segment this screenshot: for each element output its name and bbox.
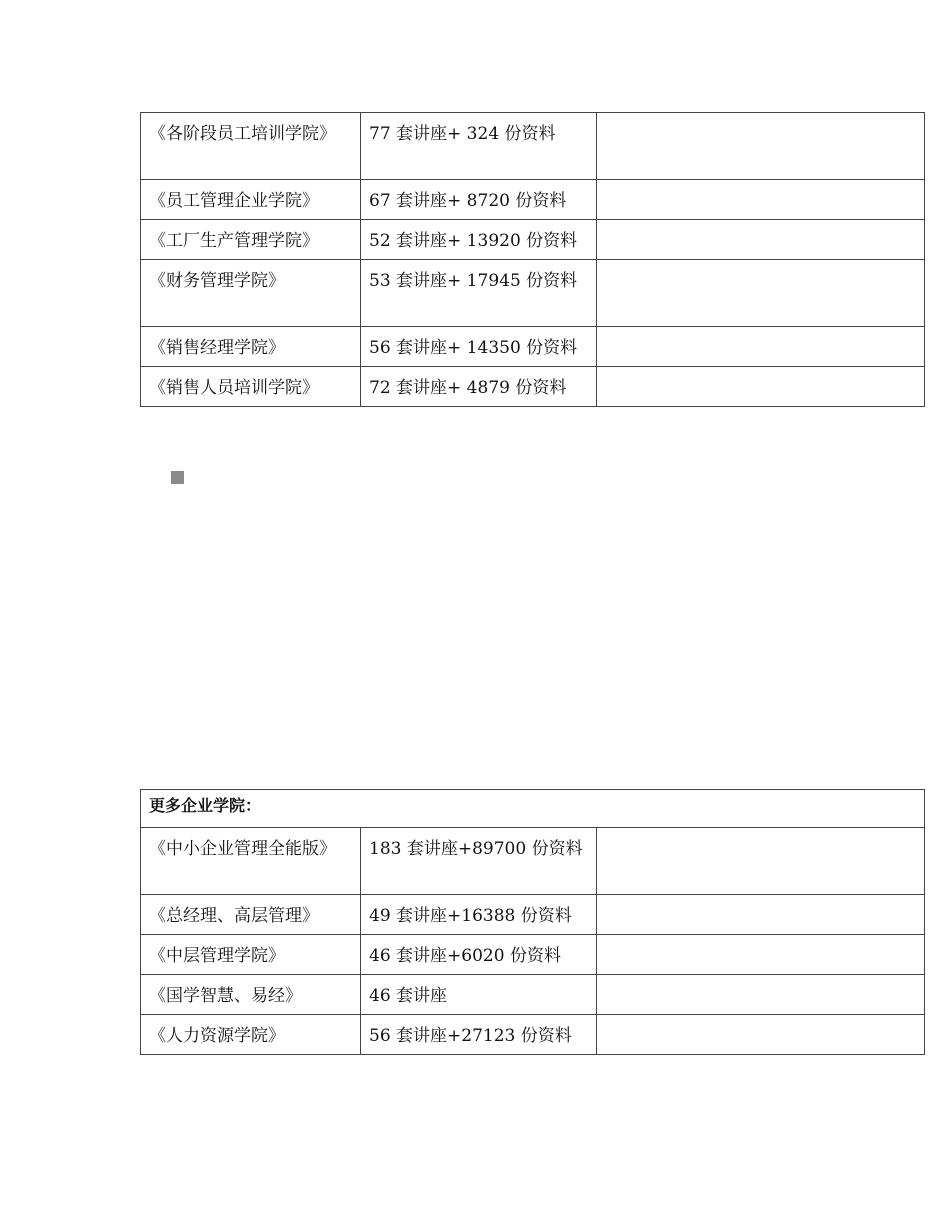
- table-row: [141, 113, 925, 180]
- academy-note: [597, 180, 925, 220]
- academy-count: 183 套讲座+89700 份资料: [361, 828, 597, 895]
- square-bullet-icon: [171, 471, 184, 484]
- academy-count: 46 套讲座+6020 份资料: [361, 935, 597, 975]
- academy-note: [597, 220, 925, 260]
- academy-count: 49 套讲座+16388 份资料: [361, 895, 597, 935]
- academy-note: [597, 935, 925, 975]
- academy-count: 72 套讲座+ 4879 份资料: [361, 367, 597, 407]
- academy-name: 《财务管理学院》: [141, 260, 361, 327]
- academy-name: 《国学智慧、易经》: [141, 975, 361, 1015]
- academy-note: [597, 327, 925, 367]
- table-row: [141, 828, 925, 895]
- academy-count: 67 套讲座+ 8720 份资料: [361, 180, 597, 220]
- academy-note: [597, 975, 925, 1015]
- academy-note: [597, 895, 925, 935]
- academy-count: 56 套讲座+ 14350 份资料: [361, 327, 597, 367]
- table-row: [141, 367, 925, 407]
- academy-name: 《各阶段员工培训学院》: [141, 113, 361, 180]
- table-row: [141, 260, 925, 327]
- table-header-row: [141, 790, 925, 828]
- academy-note: [597, 1015, 925, 1055]
- academy-table-1: [140, 112, 925, 407]
- table-row: [141, 975, 925, 1015]
- table-row: [141, 1015, 925, 1055]
- table-row: [141, 220, 925, 260]
- academy-name: 《总经理、高层管理》: [141, 895, 361, 935]
- academy-count: 46 套讲座: [361, 975, 597, 1015]
- section-title: 更多企业学院：: [141, 790, 925, 828]
- academy-note: [597, 367, 925, 407]
- academy-name: 《中小企业管理全能版》: [141, 828, 361, 895]
- academy-name: 《工厂生产管理学院》: [141, 220, 361, 260]
- table-row: [141, 180, 925, 220]
- academy-name: 《人力资源学院》: [141, 1015, 361, 1055]
- academy-note: [597, 113, 925, 180]
- table-row: [141, 895, 925, 935]
- academy-name: 《销售人员培训学院》: [141, 367, 361, 407]
- academy-table-2: [140, 789, 925, 1055]
- academy-count: 77 套讲座+ 324 份资料: [361, 113, 597, 180]
- academy-name: 《销售经理学院》: [141, 327, 361, 367]
- academy-count: 52 套讲座+ 13920 份资料: [361, 220, 597, 260]
- academy-count: 56 套讲座+27123 份资料: [361, 1015, 597, 1055]
- academy-count: 53 套讲座+ 17945 份资料: [361, 260, 597, 327]
- academy-note: [597, 828, 925, 895]
- academy-name: 《中层管理学院》: [141, 935, 361, 975]
- academy-note: [597, 260, 925, 327]
- table-row: [141, 935, 925, 975]
- table-row: [141, 327, 925, 367]
- academy-name: 《员工管理企业学院》: [141, 180, 361, 220]
